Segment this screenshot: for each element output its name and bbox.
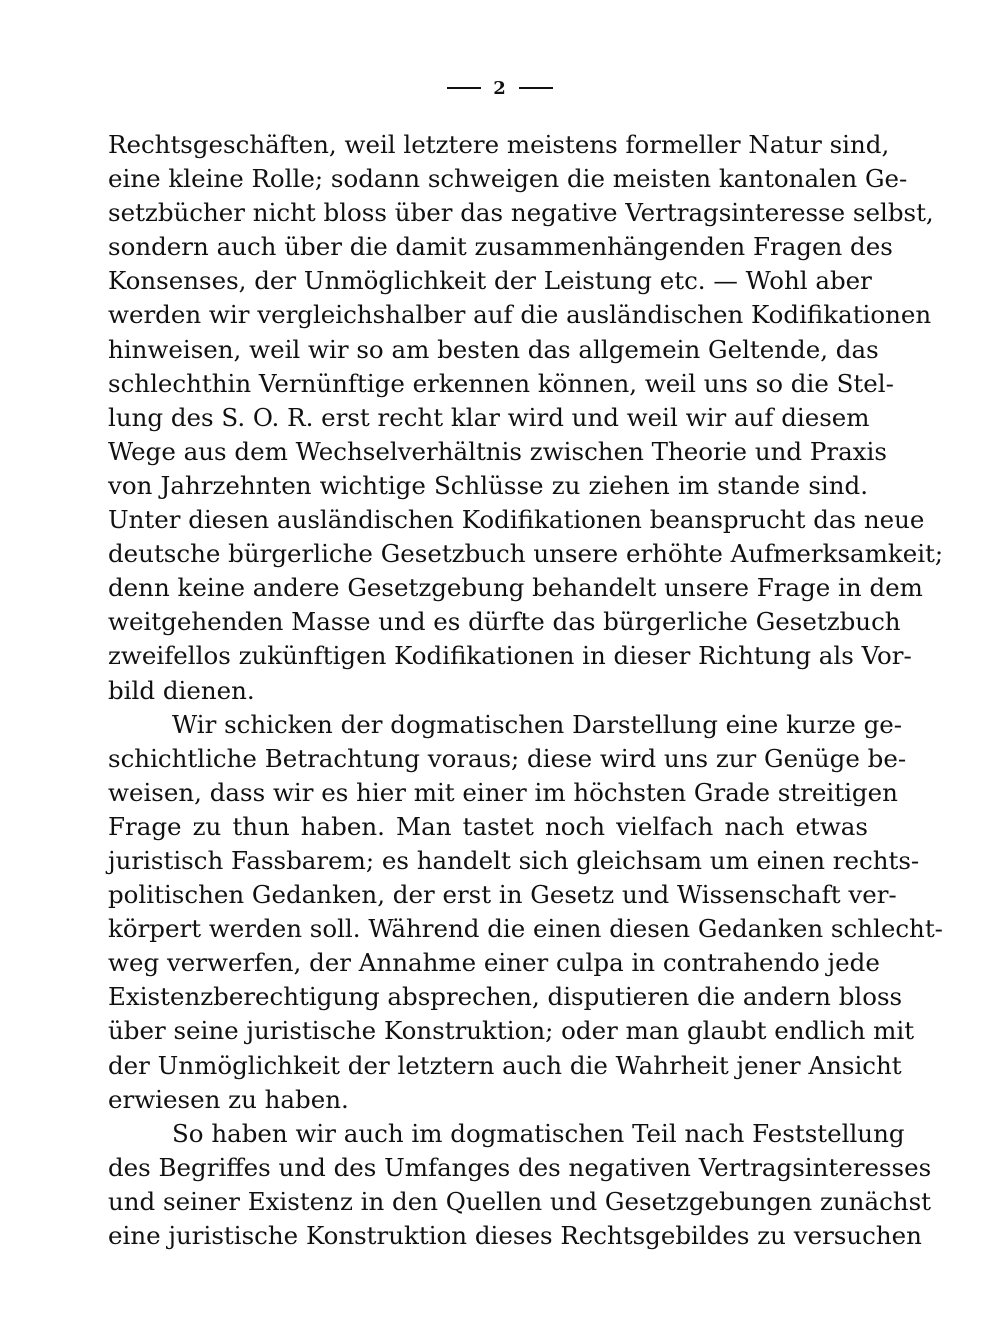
text-line: juristisch Fassbarem; es handelt sich gleichsam um einen rechts-: [108, 845, 920, 875]
text-line: zweifellos zukünftigen Kodifikationen in dieser Richtung als Vor-: [108, 641, 912, 671]
page-number: 2: [493, 78, 507, 99]
text-line: Unter diesen ausländischen Kodifikationen beansprucht das neue: [108, 505, 925, 535]
body-text: [108, 128, 944, 1253]
text-line: weitgehenden Masse und es dürfte das bürgerliche Gesetzbuch: [108, 607, 901, 637]
text-line: eine juristische Konstruktion dieses Rechtsgebildes zu versuchen: [108, 1221, 922, 1250]
page-number-right-dash: [519, 87, 553, 89]
text-line: deutsche bürgerliche Gesetzbuch unsere erhöhte Aufmerksamkeit;: [108, 539, 944, 569]
text-line: Rechtsgeschäften, weil letztere meistens formeller Natur sind,: [108, 130, 890, 159]
text-line: So haben wir auch im dogmatischen Teil nach Feststellung: [172, 1118, 905, 1148]
text-line: sondern auch über die damit zusammenhängenden Fragen des: [108, 232, 893, 262]
text-line: werden wir vergleichshalber auf die ausländischen Kodifikationen: [108, 300, 932, 330]
text-line: bild dienen.: [108, 675, 255, 705]
text-line: weg verwerfen, der Annahme einer culpa in contrahendo jede: [108, 948, 880, 978]
text-line: denn keine andere Gesetzgebung behandelt unsere Frage in dem: [108, 573, 923, 603]
text-line: weisen, dass wir es hier mit einer im höchsten Grade streitigen: [108, 777, 898, 807]
text-line: hinweisen, weil wir so am besten das allgemein Geltende, das: [108, 334, 879, 364]
text-line: politischen Gedanken, der erst in Gesetz und Wissenschaft ver-: [108, 880, 897, 910]
text-line: lung des S. O. R. erst recht klar wird und weil wir auf diesem: [108, 402, 870, 432]
text-line: schichtliche Betrachtung voraus; diese wird uns zur Genüge be-: [108, 743, 907, 773]
text-line: Konsenses, der Unmöglichkeit der Leistung etc. — Wohl aber: [108, 266, 872, 296]
page-number-left-dash: [447, 87, 481, 89]
text-line: Frage zu thun haben. Man tastet noch vielfach nach etwas: [108, 811, 868, 841]
text-line: und seiner Existenz in den Quellen und Gesetzgebungen zunächst: [108, 1186, 931, 1216]
text-line: schlechthin Vernünftige erkennen können, weil uns so die Stel-: [108, 368, 894, 398]
text-line: des Begriffes und des Umfanges des negativen Vertragsinteresses: [108, 1152, 932, 1182]
text-line: von Jahrzehnten wichtige Schlüsse zu ziehen im stande sind.: [108, 470, 868, 500]
page-number-header: [0, 68, 1000, 109]
text-line: setzbücher nicht bloss über das negative Vertragsinteresse selbst,: [108, 198, 934, 228]
text-line: der Unmöglichkeit der letztern auch die Wahrheit jener Ansicht: [108, 1050, 902, 1080]
text-line: Wir schicken der dogmatischen Darstellung eine kurze ge-: [172, 709, 903, 739]
text-line: Wege aus dem Wechselverhältnis zwischen Theorie und Praxis: [108, 436, 887, 466]
text-line: erwiesen zu haben.: [108, 1084, 349, 1114]
text-line: Existenzberechtigung absprechen, disputieren die andern bloss: [108, 982, 903, 1012]
text-line: eine kleine Rolle; sodann schweigen die meisten kantonalen Ge-: [108, 164, 908, 194]
text-line: körpert werden soll. Während die einen diesen Gedanken schlecht-: [108, 914, 943, 944]
text-line: über seine juristische Konstruktion; oder man glaubt endlich mit: [108, 1016, 915, 1046]
